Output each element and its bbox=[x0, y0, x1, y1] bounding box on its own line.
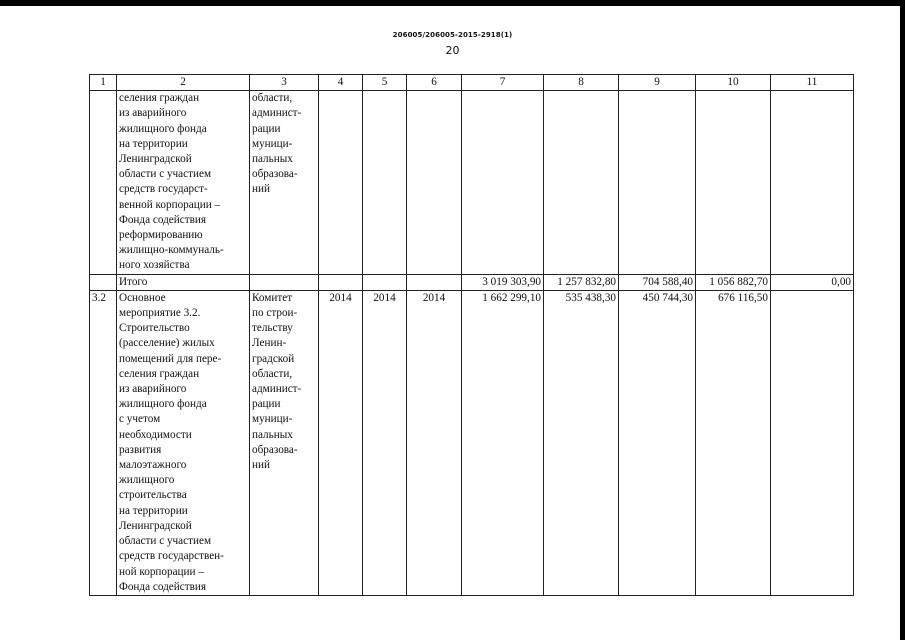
table-cell bbox=[319, 91, 363, 274]
header-cell: 1 bbox=[90, 75, 117, 91]
end-year-cell: 2014 bbox=[363, 290, 407, 595]
table-cell bbox=[319, 274, 363, 290]
table-cell bbox=[363, 274, 407, 290]
header-cell: 9 bbox=[619, 75, 696, 91]
header-cell: 2 bbox=[117, 75, 250, 91]
header-cell: 5 bbox=[363, 75, 407, 91]
header-cell: 6 bbox=[407, 75, 462, 91]
header-row bbox=[90, 75, 854, 91]
year-cell: 2014 bbox=[407, 290, 462, 595]
header-cell: 11 bbox=[771, 75, 854, 91]
program-table bbox=[89, 74, 854, 596]
header-cell: 4 bbox=[319, 75, 363, 91]
table-cell bbox=[407, 274, 462, 290]
table-cell bbox=[544, 91, 619, 274]
total-label: Итого bbox=[117, 274, 250, 290]
header-cell: 8 bbox=[544, 75, 619, 91]
row-number-cell: 3.2 bbox=[90, 290, 117, 595]
total-col7: 3 019 303,90 bbox=[462, 274, 544, 290]
amount-col7: 1 662 299,10 bbox=[462, 290, 544, 595]
page-number: 20 bbox=[445, 44, 460, 57]
activity-name-cell: селения граждан из аварийного жилищного фонда на территории Ленинградской области с участием средств государст- венной корпорации – Фонда содействия реформированию жилищно-коммуналь- ного хозяйства bbox=[117, 91, 250, 274]
amount-col9: 450 744,30 bbox=[619, 290, 696, 595]
total-col10: 1 056 882,70 bbox=[696, 274, 771, 290]
executor-cell: Комитет по строи- тельству Ленин- градской области, админист- рации муници- пальных образова- ний bbox=[250, 290, 319, 595]
table-cell bbox=[250, 274, 319, 290]
start-year-cell: 2014 bbox=[319, 290, 363, 595]
amount-col11 bbox=[771, 290, 854, 595]
scan-edge-right bbox=[900, 0, 905, 640]
activity-name-cell: Основное мероприятие 3.2. Строительство (расселение) жилых помещений для пере- селения граждан из аварийного жилищного фонда с учетом необходимости развития малоэтажного жилищного строительства на территории Ленинградской области с участием средств государствен- ной корпорации – Фонда содействия bbox=[117, 290, 250, 595]
amount-col8: 535 438,30 bbox=[544, 290, 619, 595]
row-number-cell bbox=[90, 91, 117, 274]
table-cell bbox=[771, 91, 854, 274]
table-row-3-2 bbox=[90, 290, 854, 595]
scan-edge-top bbox=[0, 0, 905, 6]
header-cell: 10 bbox=[696, 75, 771, 91]
total-col9: 704 588,40 bbox=[619, 274, 696, 290]
table-cell bbox=[363, 91, 407, 274]
total-col8: 1 257 832,80 bbox=[544, 274, 619, 290]
table-cell bbox=[90, 274, 117, 290]
table-cell bbox=[619, 91, 696, 274]
table-cell bbox=[696, 91, 771, 274]
document-id: 206005/206005-2015-2918(1) bbox=[392, 31, 513, 39]
table-row-continuation bbox=[90, 91, 854, 274]
table-cell bbox=[462, 91, 544, 274]
table-row-total bbox=[90, 274, 854, 290]
header-cell: 3 bbox=[250, 75, 319, 91]
total-col11: 0,00 bbox=[771, 274, 854, 290]
amount-col10: 676 116,50 bbox=[696, 290, 771, 595]
header-cell: 7 bbox=[462, 75, 544, 91]
executor-cell: области, админист- рации муници- пальных образова- ний bbox=[250, 91, 319, 274]
table-cell bbox=[407, 91, 462, 274]
